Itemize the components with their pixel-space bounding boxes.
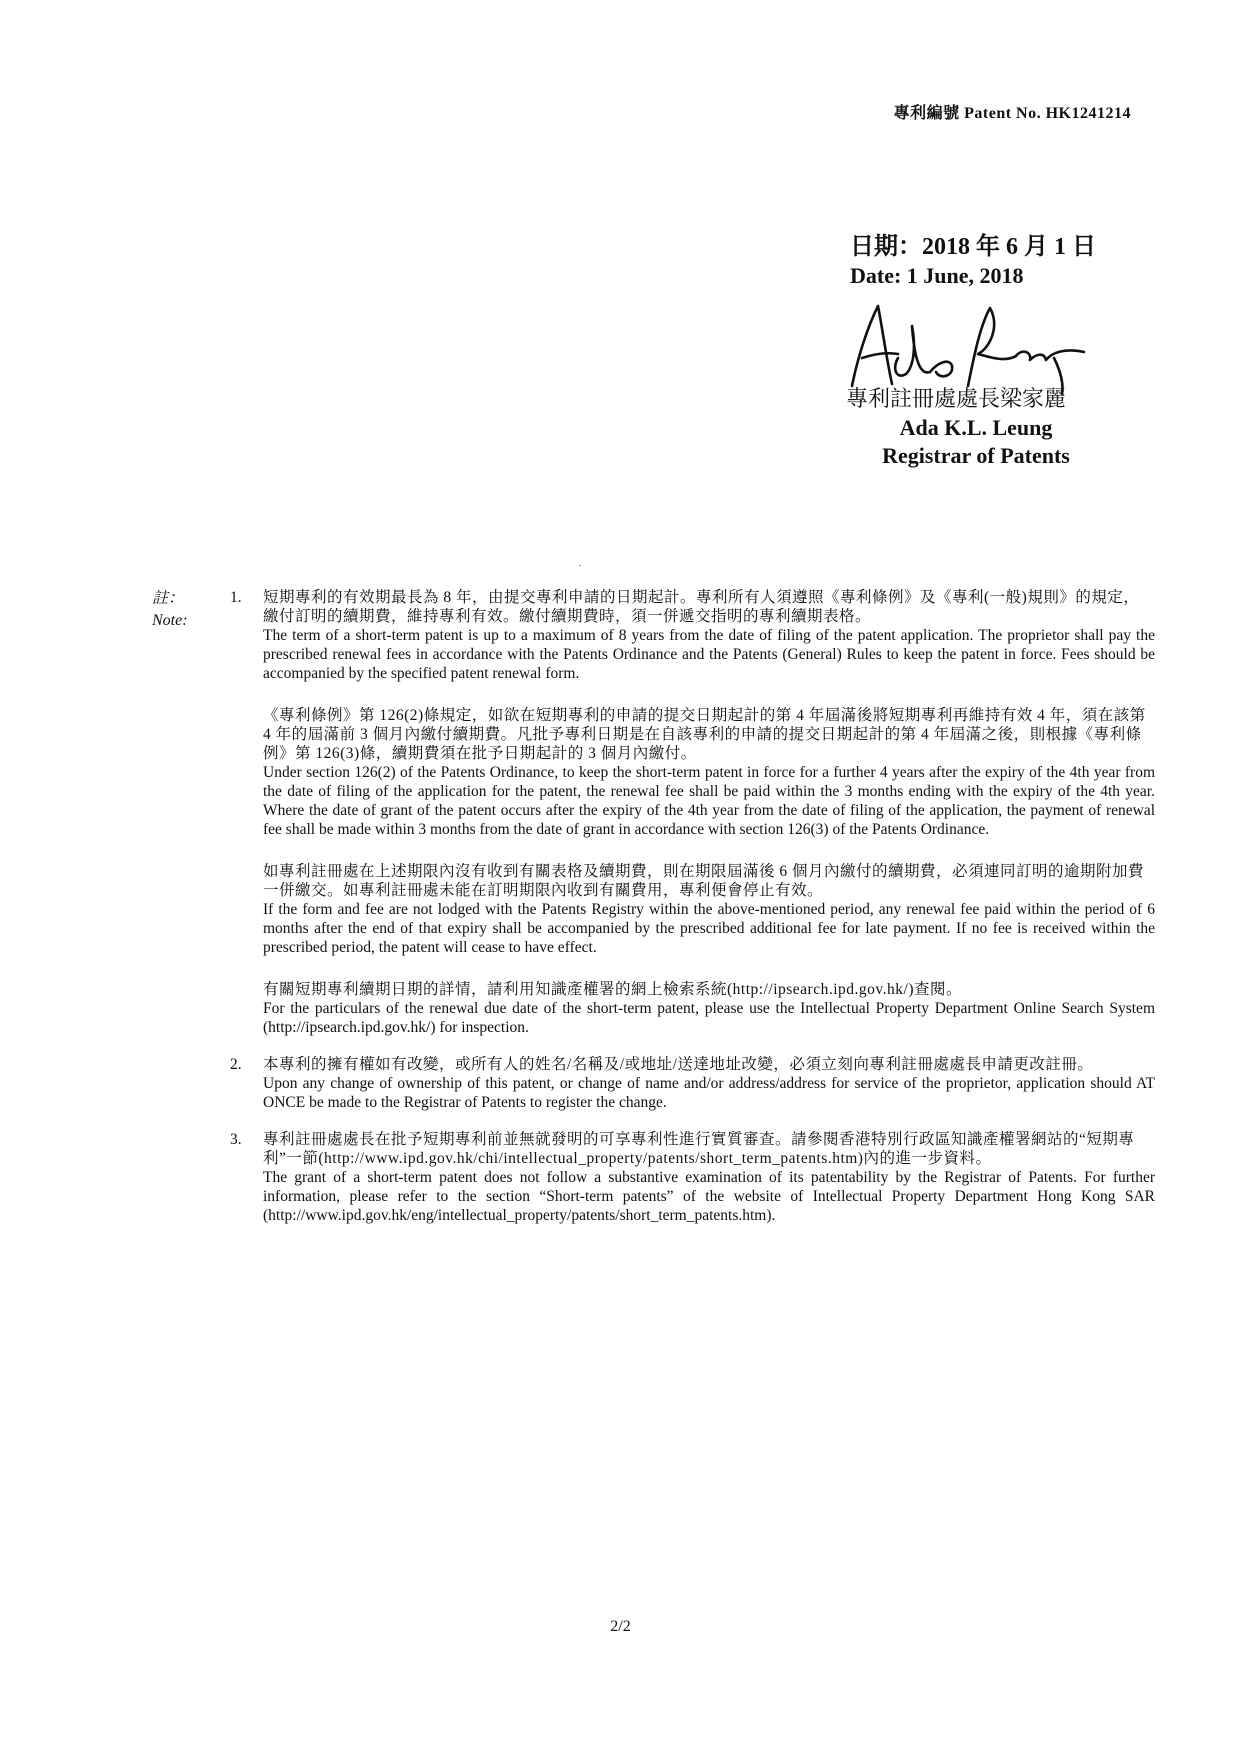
paragraph-chinese: 如專利註冊處在上述期限內沒有收到有關表格及續期費，則在期限屆滿後 6 個月內繳付的續期費，必須連同訂明的逾期附加費一併繳交。如專利註冊處未能在訂明期限內收到有關費用，專利便會停止有效。 [263, 863, 1145, 899]
note-number: 1. [230, 589, 242, 606]
note-item-2 [230, 1055, 1155, 1112]
paragraph-english: Upon any change of ownership of this patent, or change of name and/or address/address for service of the proprietor, application should AT ONCE be made to the Registrar of Patents to register the change. [263, 1075, 1155, 1111]
note-number: 2. [230, 1056, 242, 1073]
paragraph-chinese: 本專利的擁有權如有改變，或所有人的姓名/名稱及/或地址/送達地址改變，必須立刻向專利註冊處處長申請更改註冊。 [263, 1056, 1094, 1073]
note-paragraph [263, 1055, 1155, 1112]
page-number: 2/2 [610, 1618, 631, 1635]
registrar-block [846, 382, 1106, 469]
paragraph-chinese: 有關短期專利續期日期的詳情，請利用知識產權署的網上檢索系統(http://ipsearch.ipd.gov.hk/)查閱。 [263, 981, 962, 998]
notes-section [230, 588, 1155, 1225]
note-paragraph [263, 588, 1155, 683]
note-number: 3. [230, 1131, 242, 1148]
note-item-3 [230, 1130, 1155, 1225]
note-label-chinese: 註： [152, 590, 185, 607]
registrar-title: Registrar of Patents [882, 443, 1070, 468]
paragraph-english: Under section 126(2) of the Patents Ordinance, to keep the short-term patent in force for a further 4 years after the expiry of the 4th year from the date of filing of the application for the patent, the renewal fee shall be paid within the 3 months ending with the expiry of the 4th year. Where the date of grant of the patent occurs after the expiry of the 4th year from the date of filing of the application, the payment of renewal fee shall be made within 3 months from the date of grant in accordance with section 126(3) of the Patents Ordinance. [263, 764, 1155, 838]
note-paragraph [263, 706, 1155, 839]
paragraph-english: The grant of a short-term patent does not follow a substantive examination of its patentability by the Registrar of Patents. For further information, please refer to the section “Short-term patents” of the website of Intellectual Property Department Hong Kong SAR (http://www.ipd.gov.hk/eng/intellectual_property/patents/short_term_patents.htm). [263, 1169, 1155, 1224]
patent-number: 專利編號 Patent No. HK1241214 [893, 105, 1131, 122]
paragraph-chinese: 專利註冊處處長在批予短期專利前並無就發明的可享專利性進行實質審查。請參閱香港特別行政區知識產權署網站的“短期專利”一節(http://www.ipd.gov.hk/chi/intellectual_property/patents/short_term_patents.htm)內的進一步資料。 [263, 1131, 1135, 1167]
date-chinese: 日期：2018 年 6 月 1 日 [850, 234, 1096, 260]
paragraph-chinese: 《專利條例》第 126(2)條規定，如欲在短期專利的申請的提交日期起計的第 4 年屆滿後將短期專利再維持有效 4 年，須在該第 4 年的屆滿前 3 個月內繳付續期費。凡批予專利日期是在自該專利的申請的提交日期起計的第 4 年屆滿之後，則根據《專利條例》第 126(3)條，續期費須在批予日期起計的 3 個月內繳付。 [263, 707, 1146, 762]
date-english: Date: 1 June, 2018 [850, 263, 1024, 288]
registrar-name-chinese: 專利註冊處處長梁家麗 [846, 386, 1067, 411]
note-paragraph [263, 862, 1155, 957]
note-item-1 [230, 588, 1155, 1037]
signature [840, 296, 1100, 396]
note-label-english: Note: [152, 612, 188, 629]
paragraph-chinese: 短期專利的有效期最長為 8 年，由提交專利申請的日期起計。專利所有人須遵照《專利條例》及《專利(一般)規則》的規定，繳付訂明的續期費，維持專利有效。繳付續期費時，須一併遞交指明的專利續期表格。 [263, 589, 1140, 625]
stray-mark [579, 565, 581, 566]
registrar-name: Ada K.L. Leung [899, 415, 1053, 440]
note-paragraph [263, 980, 1155, 1037]
date-block [850, 226, 1096, 289]
paragraph-english: For the particulars of the renewal due date of the short-term patent, please use the Intellectual Property Department Online Search System (http://ipsearch.ipd.gov.hk/) for inspection. [263, 1000, 1155, 1036]
paragraph-english: If the form and fee are not lodged with the Patents Registry within the above-mentioned period, any renewal fee paid within the period of 6 months after the end of that expiry shall be accompanied by the prescribed additional fee for late payment. If no fee is received within the prescribed period, the patent will cease to have effect. [263, 901, 1155, 956]
note-label [152, 588, 188, 632]
note-paragraph [263, 1130, 1155, 1225]
paragraph-english: The term of a short-term patent is up to a maximum of 8 years from the date of filing of the patent application. The proprietor shall pay the prescribed renewal fees in accordance with the Patents Ordinance and the Patents (General) Rules to keep the patent in force. Fees should be accompanied by the specified patent renewal form. [263, 627, 1155, 682]
